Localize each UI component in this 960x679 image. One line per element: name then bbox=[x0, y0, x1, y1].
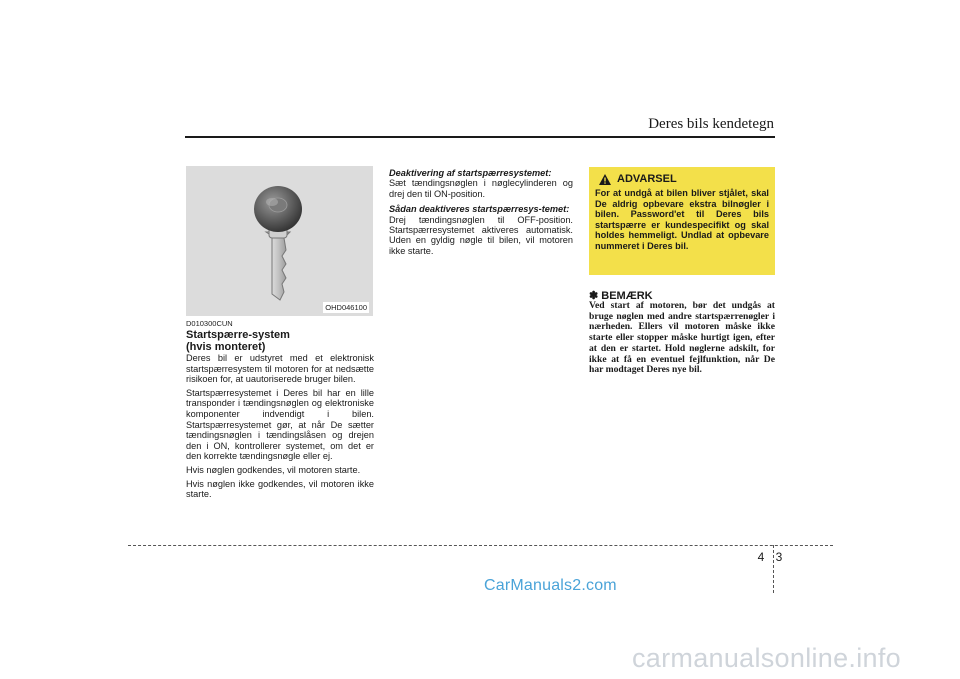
figure-code: OHD046100 bbox=[325, 303, 367, 312]
body-paragraph: Startspærresystemet i Deres bil har en lille transponder i tændingsnøglen og elektroniske komponenter indvendigt i bilen. Startspærresystemet gør, at når De sætter tændingsnøglen i tændingslåsen og drejen den i ON, kontrollerer systemet, om det er den korrekte tændingsnøgle eller ej. bbox=[186, 387, 374, 462]
footer-rule bbox=[128, 545, 833, 546]
warning-box bbox=[589, 167, 775, 275]
deactivation-column bbox=[389, 168, 573, 261]
key-figure bbox=[186, 166, 373, 316]
warning-title: ADVARSEL bbox=[617, 173, 677, 185]
warning-heading bbox=[595, 173, 769, 185]
section-title-line1: Startspærre-system bbox=[186, 329, 290, 341]
deactivation-title: Deaktivering af startspærresystemet: bbox=[389, 168, 552, 178]
note-title: ✽ BEMÆRK bbox=[589, 290, 653, 302]
page-number bbox=[755, 550, 785, 564]
watermark-carmanualsonline[interactable]: carmanualsonline.info bbox=[632, 643, 901, 673]
how-text: Drej tændingsnøglen til OFF-position. Startspærresystemet aktiveres automatisk. Uden en gyldig nøgle til bilen, vil motoren ikke starte. bbox=[389, 214, 573, 256]
body-paragraph: Deres bil er udstyret med et elektronisk startspærresystem til motoren for at nedsætte risikoen for, at uautoriserede bruger bilen. bbox=[186, 353, 374, 385]
warning-text: For at undgå at bilen bliver stjålet, skal De aldrig opbevare ekstra bilnøgler i bilen. Password'et til Deres bils startspærre er kundespecifikt og skal holdes hemmeligt. Undlad at opbevare nummeret i Deres bil. bbox=[595, 188, 769, 251]
header-title: Deres bils kendetegn bbox=[648, 116, 774, 132]
header-rule bbox=[185, 136, 775, 138]
section-title-line2: (hvis monteret) bbox=[186, 341, 266, 353]
chapter-number: 4 bbox=[757, 550, 765, 564]
deactivation-text: Sæt tændingsnøglen i nøglecylinderen og drej den til ON-position. bbox=[389, 178, 573, 199]
watermark-carmanuals2[interactable]: CarManuals2.com bbox=[484, 577, 617, 594]
section-code: D010300CUN bbox=[186, 319, 233, 328]
body-paragraph: Hvis nøglen godkendes, vil motoren starte. bbox=[186, 464, 361, 475]
page-number-value: 3 bbox=[775, 550, 783, 564]
note-text: Ved start af motoren, bør det undgås at bruge nøglen med andre startspærrenøgler i nærheden. Ellers vil motoren måske ikke starte eller stopper måske hurtigt igen, efter at den er startet. Hold nøglerne adskilt, for ikke at få en eventuel fejlfunktion, når De har modtaget Deres nye bil. bbox=[589, 300, 775, 376]
body-paragraph: Hvis nøglen ikke godkendes, vil motoren ikke starte. bbox=[186, 478, 374, 500]
key-icon bbox=[186, 166, 373, 316]
how-title: Sådan deaktiveres startspærresys-temet: bbox=[389, 204, 570, 215]
section-body bbox=[186, 353, 374, 503]
section-title bbox=[186, 329, 376, 353]
warning-triangle-icon bbox=[599, 174, 611, 185]
